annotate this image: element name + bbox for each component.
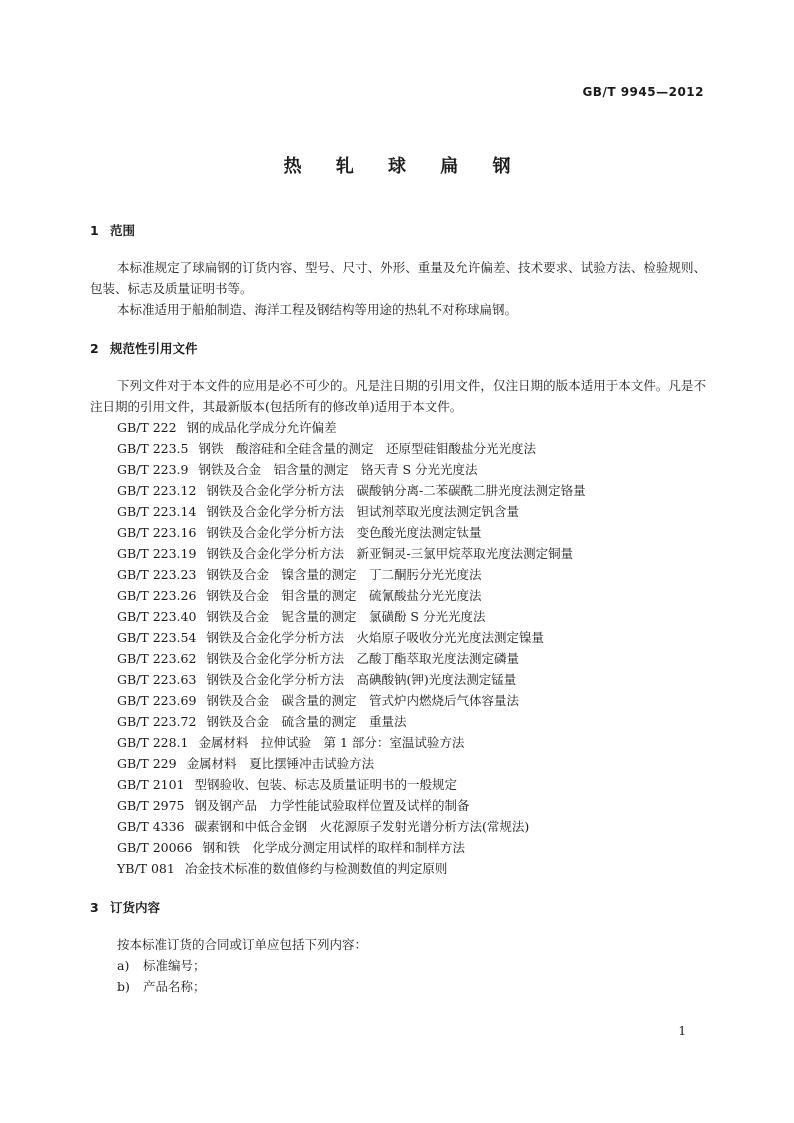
reference-code: GB/T 223.16 xyxy=(117,525,197,540)
scope-paragraph: 本标准规定了球扁钢的订货内容、型号、尺寸、外形、重量及允许偏差、技术要求、试验方法、检验规则、包装、标志及质量证明书等。 xyxy=(90,260,706,296)
reference-item xyxy=(90,564,706,585)
item-label: b) xyxy=(117,979,130,994)
section-title: 范围 xyxy=(110,223,136,238)
reference-code: GB/T 229 xyxy=(117,756,177,771)
reference-title: 钢铁及合金化学分析方法 火焰原子吸收分光光度法测定镍量 xyxy=(206,630,544,645)
reference-item xyxy=(90,543,706,564)
reference-title: 碳素钢和中低合金钢 火花源原子发射光谱分析方法(常规法) xyxy=(194,819,530,834)
reference-code: GB/T 223.54 xyxy=(117,630,197,645)
reference-item xyxy=(90,795,706,816)
reference-code: GB/T 223.14 xyxy=(117,504,197,519)
item-text: 产品名称； xyxy=(143,979,206,994)
list-item xyxy=(90,976,706,997)
reference-item xyxy=(90,669,706,690)
section-title: 订货内容 xyxy=(110,900,161,915)
reference-title: 钢和铁 化学成分测定用试样的取样和制样方法 xyxy=(202,840,465,855)
reference-title: 钢铁 酸溶硅和全硅含量的测定 还原型硅钼酸盐分光光度法 xyxy=(198,441,536,456)
reference-code: GB/T 223.5 xyxy=(117,441,189,456)
reference-code: GB/T 223.69 xyxy=(117,693,197,708)
reference-item xyxy=(90,627,706,648)
page-number: 1 xyxy=(678,1024,686,1038)
reference-code: GB/T 228.1 xyxy=(117,735,189,750)
section-title: 规范性引用文件 xyxy=(110,341,198,356)
reference-code: GB/T 223.23 xyxy=(117,567,197,582)
reference-title: 钢铁及合金化学分析方法 高碘酸钠(钾)光度法测定锰量 xyxy=(206,672,517,687)
reference-title: 金属材料 夏比摆锤冲击试验方法 xyxy=(186,756,375,771)
reference-title: 钢铁及合金 碳含量的测定 管式炉内燃烧后气体容量法 xyxy=(206,693,519,708)
reference-item xyxy=(90,816,706,837)
reference-code: GB/T 4336 xyxy=(117,819,185,834)
reference-code: GB/T 223.62 xyxy=(117,651,197,666)
reference-title: 钢铁及合金 铌含量的测定 氯磺酚 S 分光光度法 xyxy=(206,609,486,624)
reference-item xyxy=(90,417,706,438)
reference-item xyxy=(90,774,706,795)
reference-item xyxy=(90,648,706,669)
section-3-heading xyxy=(90,897,706,918)
reference-item xyxy=(90,501,706,522)
scope-paragraph: 本标准适用于船舶制造、海洋工程及钢结构等用途的热轧不对称球扁钢。 xyxy=(117,302,518,317)
standard-number: GB/T 9945—2012 xyxy=(582,85,704,99)
reference-item xyxy=(90,606,706,627)
reference-code: YB/T 081 xyxy=(117,861,175,876)
reference-item xyxy=(90,690,706,711)
reference-title: 冶金技术标准的数值修约与检测数值的判定原则 xyxy=(184,861,448,876)
reference-code: GB/T 223.12 xyxy=(117,483,197,498)
reference-item xyxy=(90,522,706,543)
reference-title: 钢铁及合金化学分析方法 变色酸光度法测定钛量 xyxy=(206,525,482,540)
reference-code: GB/T 20066 xyxy=(117,840,193,855)
reference-code: GB/T 223.40 xyxy=(117,609,197,624)
reference-title: 钢铁及合金 镍含量的测定 丁二酮肟分光光度法 xyxy=(206,567,482,582)
item-text: 标准编号； xyxy=(143,958,206,973)
reference-title: 钢的成品化学成分允许偏差 xyxy=(186,420,337,435)
reference-title: 钢及钢产品 力学性能试验取样位置及试样的制备 xyxy=(194,798,470,813)
reference-item xyxy=(90,732,706,753)
section-number: 1 xyxy=(90,223,99,238)
reference-item xyxy=(90,858,706,879)
document-title: 热 轧 球 扁 钢 xyxy=(283,156,525,177)
reference-title: 钢铁及合金化学分析方法 碳酸钠分离-二苯碳酰二肼光度法测定铬量 xyxy=(206,483,586,498)
reference-title: 钢铁及合金 钼含量的测定 硫氰酸盐分光光度法 xyxy=(206,588,482,603)
normative-intro: 下列文件对于本文件的应用是必不可少的。凡是注日期的引用文件，仅注日期的版本适用于本文件。凡是不注日期的引用文件，其最新版本(包括所有的修改单)适用于本文件。 xyxy=(90,378,706,414)
reference-code: GB/T 223.19 xyxy=(117,546,197,561)
document-body xyxy=(90,220,706,997)
list-item xyxy=(90,955,706,976)
reference-title: 型钢验收、包装、标志及质量证明书的一般规定 xyxy=(194,777,458,792)
reference-code: GB/T 223.72 xyxy=(117,714,197,729)
reference-list xyxy=(90,417,706,879)
reference-code: GB/T 222 xyxy=(117,420,177,435)
reference-title: 钢铁及合金化学分析方法 乙酸丁酯萃取光度法测定磷量 xyxy=(206,651,519,666)
reference-item xyxy=(90,711,706,732)
reference-code: GB/T 223.63 xyxy=(117,672,197,687)
reference-code: GB/T 2101 xyxy=(117,777,185,792)
reference-code: GB/T 223.9 xyxy=(117,462,189,477)
reference-item xyxy=(90,753,706,774)
reference-title: 钢铁及合金化学分析方法 钽试剂萃取光度法测定钒含量 xyxy=(206,504,519,519)
reference-item xyxy=(90,837,706,858)
section-2-heading xyxy=(90,338,706,359)
reference-title: 金属材料 拉伸试验 第 1 部分：室温试验方法 xyxy=(198,735,465,750)
ordering-intro: 按本标准订货的合同或订单应包括下列内容： xyxy=(117,937,368,952)
reference-title: 钢铁及合金化学分析方法 新亚铜灵-三氯甲烷萃取光度法测定铜量 xyxy=(206,546,574,561)
item-label: a) xyxy=(117,958,130,973)
reference-item xyxy=(90,438,706,459)
reference-item xyxy=(90,480,706,501)
section-1-heading xyxy=(90,220,706,241)
reference-code: GB/T 223.26 xyxy=(117,588,197,603)
reference-code: GB/T 2975 xyxy=(117,798,185,813)
reference-title: 钢铁及合金 铝含量的测定 铬天青 S 分光光度法 xyxy=(198,462,478,477)
section-number: 2 xyxy=(90,341,99,356)
section-number: 3 xyxy=(90,900,99,915)
reference-item xyxy=(90,459,706,480)
reference-item xyxy=(90,585,706,606)
reference-title: 钢铁及合金 硫含量的测定 重量法 xyxy=(206,714,407,729)
